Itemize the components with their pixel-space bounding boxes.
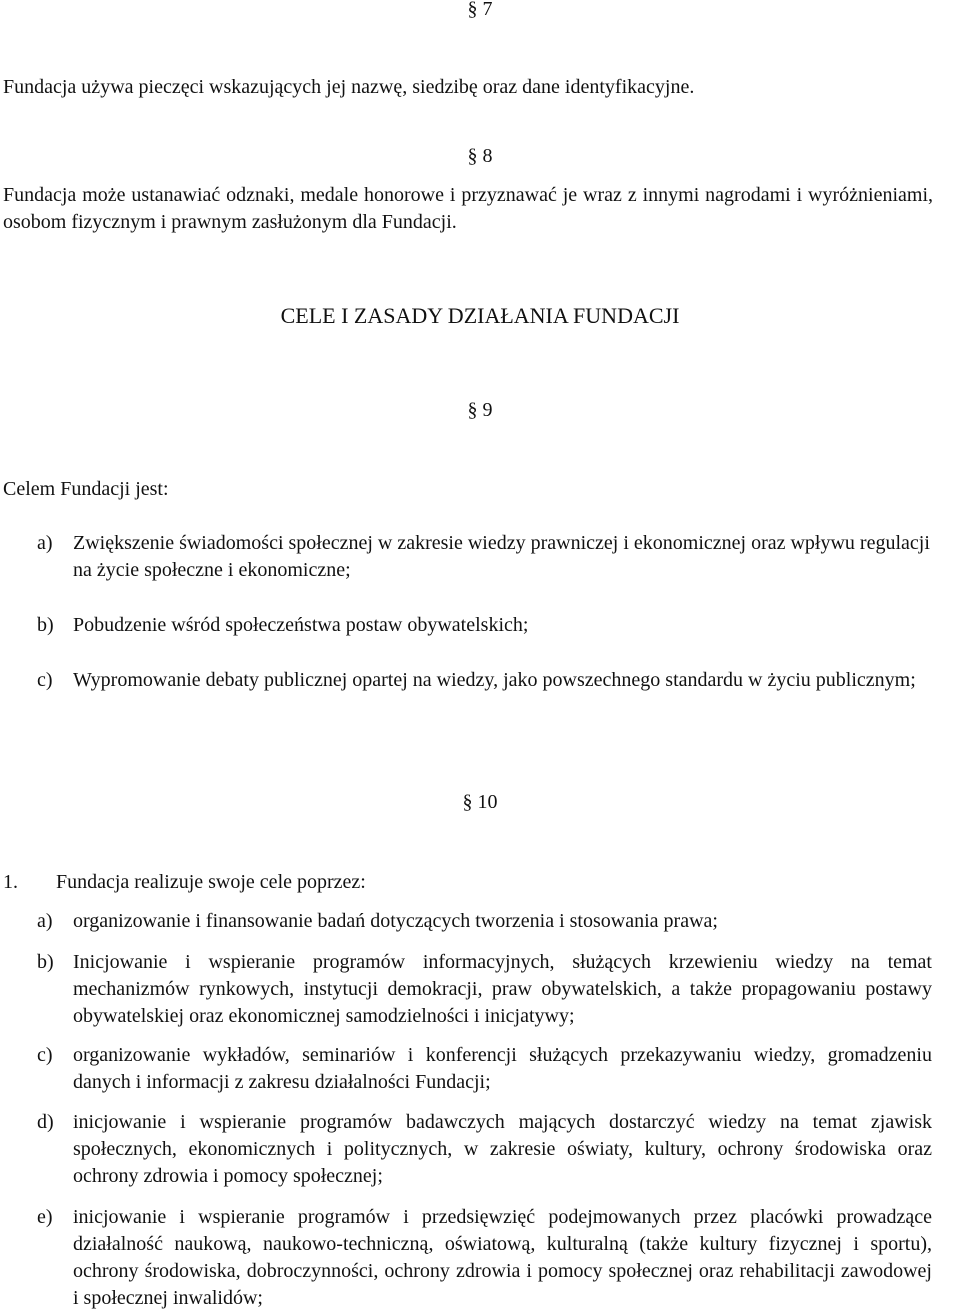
list-item-letter: c) [37,669,53,691]
section-9-mark: § 9 [467,399,493,421]
list-item-letter: b) [37,951,54,973]
section-8-mark: § 8 [467,145,493,167]
list-item-letter: a) [37,532,53,554]
numbered-point [3,869,933,896]
point-number: 1. [3,871,18,893]
list-item [37,612,932,639]
list-item [37,949,932,1030]
list-item-letter: d) [37,1111,54,1133]
list-item-letter: b) [37,614,54,636]
list-item-text: Inicjowanie i wspieranie programów informacyjnych, służących krzewieniu wiedzy na temat mechanizmów rynkowych, instytucji demokracji, praw obywatelskich, a także propagowaniu postawy obywatelskiej oraz ekonomicznej samodzielności i inicjatywy; [73,951,932,1027]
section-7-mark: § 7 [467,0,493,20]
list-item [37,1109,932,1190]
list-item [37,1204,932,1312]
list-item [37,667,932,694]
chapter-heading: CELE I ZASADY DZIAŁANIA FUNDACJI [280,303,680,328]
list-item [37,530,932,584]
list-item-text: inicjowanie i wspieranie programów i przedsięwzięć podejmowanych przez placówki prowadzące działalność naukową, naukowo-techniczną, oświatową, kulturalną (także kultury fizycznej i sportu), ochrony środowiska, dobroczynności, ochrony zdrowia i pomocy społecznej oraz rehabilitacji zawodowej i społecznej inwalidów; [73,1206,932,1309]
list-item-text: Pobudzenie wśród społeczeństwa postaw obywatelskich; [73,614,529,636]
list-item-letter: a) [37,910,53,932]
list-item-letter: e) [37,1206,53,1228]
list-item-text: inicjowanie i wspieranie programów badawczych mających dostarczyć wiedzy na temat zjawisk społecznych, ekonomicznych i politycznych, w zakresie oświaty, kultury, ochrony środowiska oraz ochrony zdrowia i pomocy społecznej; [73,1111,932,1187]
section-7-text: Fundacja używa pieczęci wskazujących jej nazwę, siedzibę oraz dane identyfikacyjne. [3,76,695,98]
list-item-text: Zwiększenie świadomości społecznej w zakresie wiedzy prawniczej i ekonomicznej oraz wpływu regulacji na życie społeczne i ekonomiczne; [73,532,930,581]
section-8-text: Fundacja może ustanawiać odznaki, medale honorowe i przyznawać je wraz z innymi nagrodami i wyróżnieniami, osobom fizycznym i prawnym zasłużonym dla Fundacji. [3,184,933,233]
list-item [37,908,932,935]
list-item-letter: c) [37,1044,53,1066]
list-item-text: organizowanie i finansowanie badań dotyczących tworzenia i stosowania prawa; [73,910,718,932]
list-item-text: organizowanie wykładów, seminariów i konferencji służących przekazywaniu wiedzy, gromadzeniu danych i informacji z zakresu działalności Fundacji; [73,1044,932,1093]
section-10-mark: § 10 [462,791,498,813]
list-item-text: Wypromowanie debaty publicznej opartej na wiedzy, jako powszechnego standardu w życiu publicznym; [73,669,916,691]
point-text: Fundacja realizuje swoje cele poprzez: [56,871,366,893]
section-9-intro: Celem Fundacji jest: [3,478,169,500]
list-item [37,1042,932,1096]
